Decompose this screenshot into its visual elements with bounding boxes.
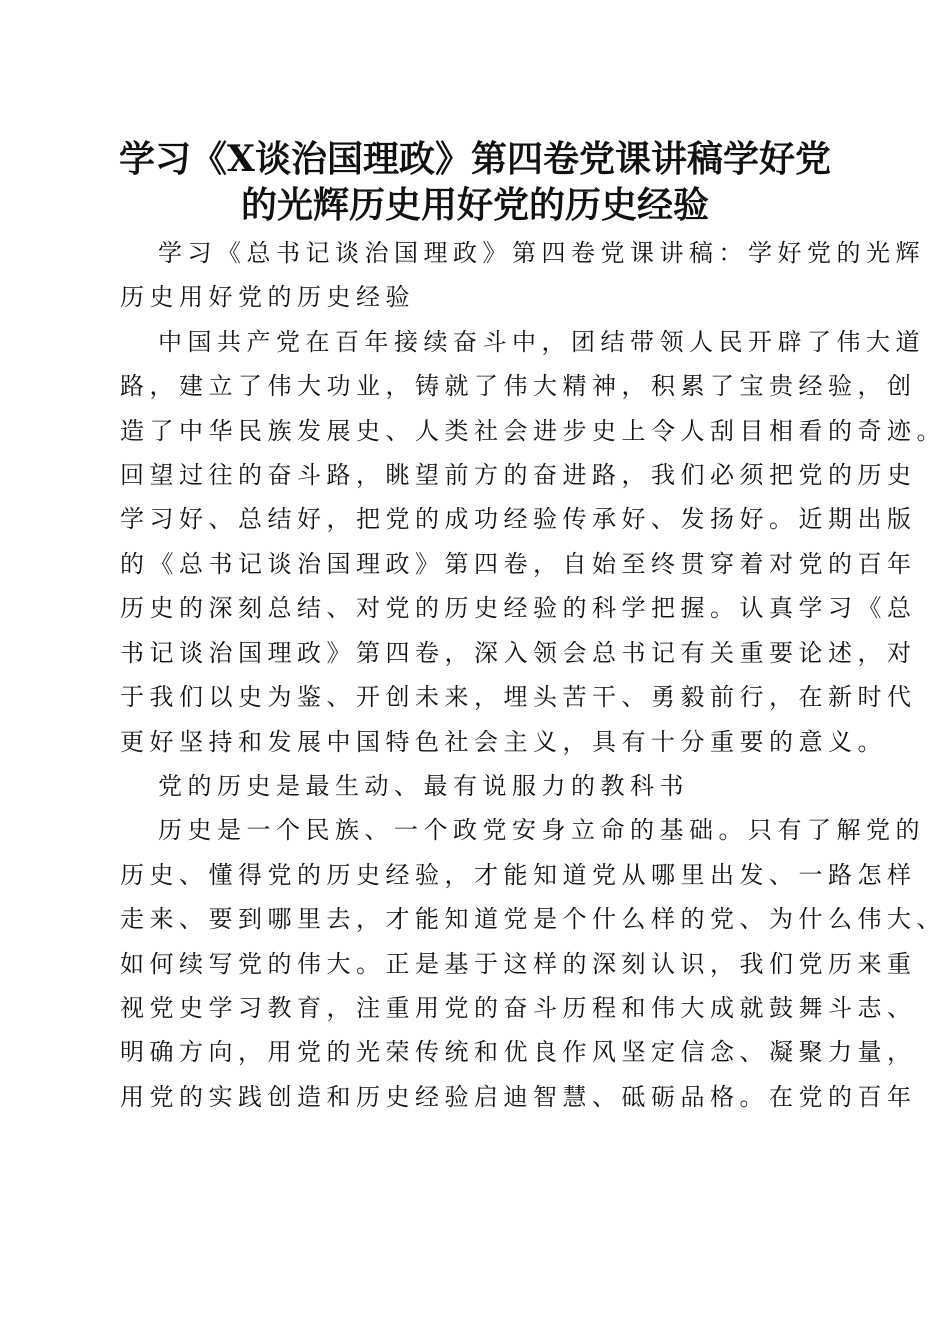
paragraph-1-line-3: 造了中华民族发展史、人类社会进步史上令人刮目相看的奇迹。 [120, 417, 946, 445]
paragraph-1-line-8: 书记谈治国理政》第四卷，深入领会总书记有关重要论述，对 [120, 639, 917, 667]
paragraph-2-line-1: 历史是一个民族、一个政党安身立命的基础。只有了解党的 [158, 816, 925, 844]
document-title-line-1: 学习《X谈治国理政》第四卷党课讲稿学好党 [119, 138, 831, 180]
paragraph-1-line-2: 路，建立了伟大功业，铸就了伟大精神，积累了宝贵经验，创 [120, 372, 917, 400]
paragraph-2-line-5: 视党史学习教育，注重用党的奋斗历程和伟大成就鼓舞斗志、 [120, 994, 917, 1022]
paragraph-1-line-6: 的《总书记谈治国理政》第四卷，自始至终贯穿着对党的百年 [120, 550, 917, 578]
paragraph-1-line-9: 于我们以史为鉴、开创未来，埋头苦干、勇毅前行，在新时代 [120, 683, 917, 711]
paragraph-2-line-2: 历史、懂得党的历史经验，才能知道党从哪里出发、一路怎样 [120, 861, 917, 889]
paragraph-1-line-1: 中国共产党在百年接续奋斗中，团结带领人民开辟了伟大道 [158, 328, 925, 356]
paragraph-2-line-6: 明确方向，用党的光荣传统和优良作风坚定信念、凝聚力量， [120, 1038, 917, 1066]
paragraph-1-line-5: 学习好、总结好，把党的成功经验传承好、发扬好。近期出版 [120, 505, 917, 533]
section-heading: 党的历史是最生动、最有说服力的教科书 [158, 772, 689, 800]
paragraph-1-line-10: 更好坚持和发展中国特色社会主义，具有十分重要的意义。 [120, 728, 887, 756]
paragraph-1-line-7: 历史的深刻总结、对党的历史经验的科学把握。认真学习《总 [120, 594, 917, 622]
paragraph-1-line-4: 回望过往的奋斗路，眺望前方的奋进路，我们必须把党的历史 [120, 461, 917, 489]
subtitle-line-1: 学习《总书记谈治国理政》第四卷党课讲稿：学好党的光辉 [158, 239, 925, 267]
paragraph-2-line-7: 用党的实践创造和历史经验启迪智慧、砥砺品格。在党的百年 [120, 1083, 917, 1111]
subtitle-line-2: 历史用好党的历史经验 [120, 283, 415, 311]
document-title-line-2: 的光辉历史用好党的历史经验 [240, 184, 709, 226]
paragraph-2-line-4: 如何续写党的伟大。正是基于这样的深刻认识，我们党历来重 [120, 950, 917, 978]
paragraph-2-line-3: 走来、要到哪里去，才能知道党是个什么样的党、为什么伟大、 [120, 905, 946, 933]
